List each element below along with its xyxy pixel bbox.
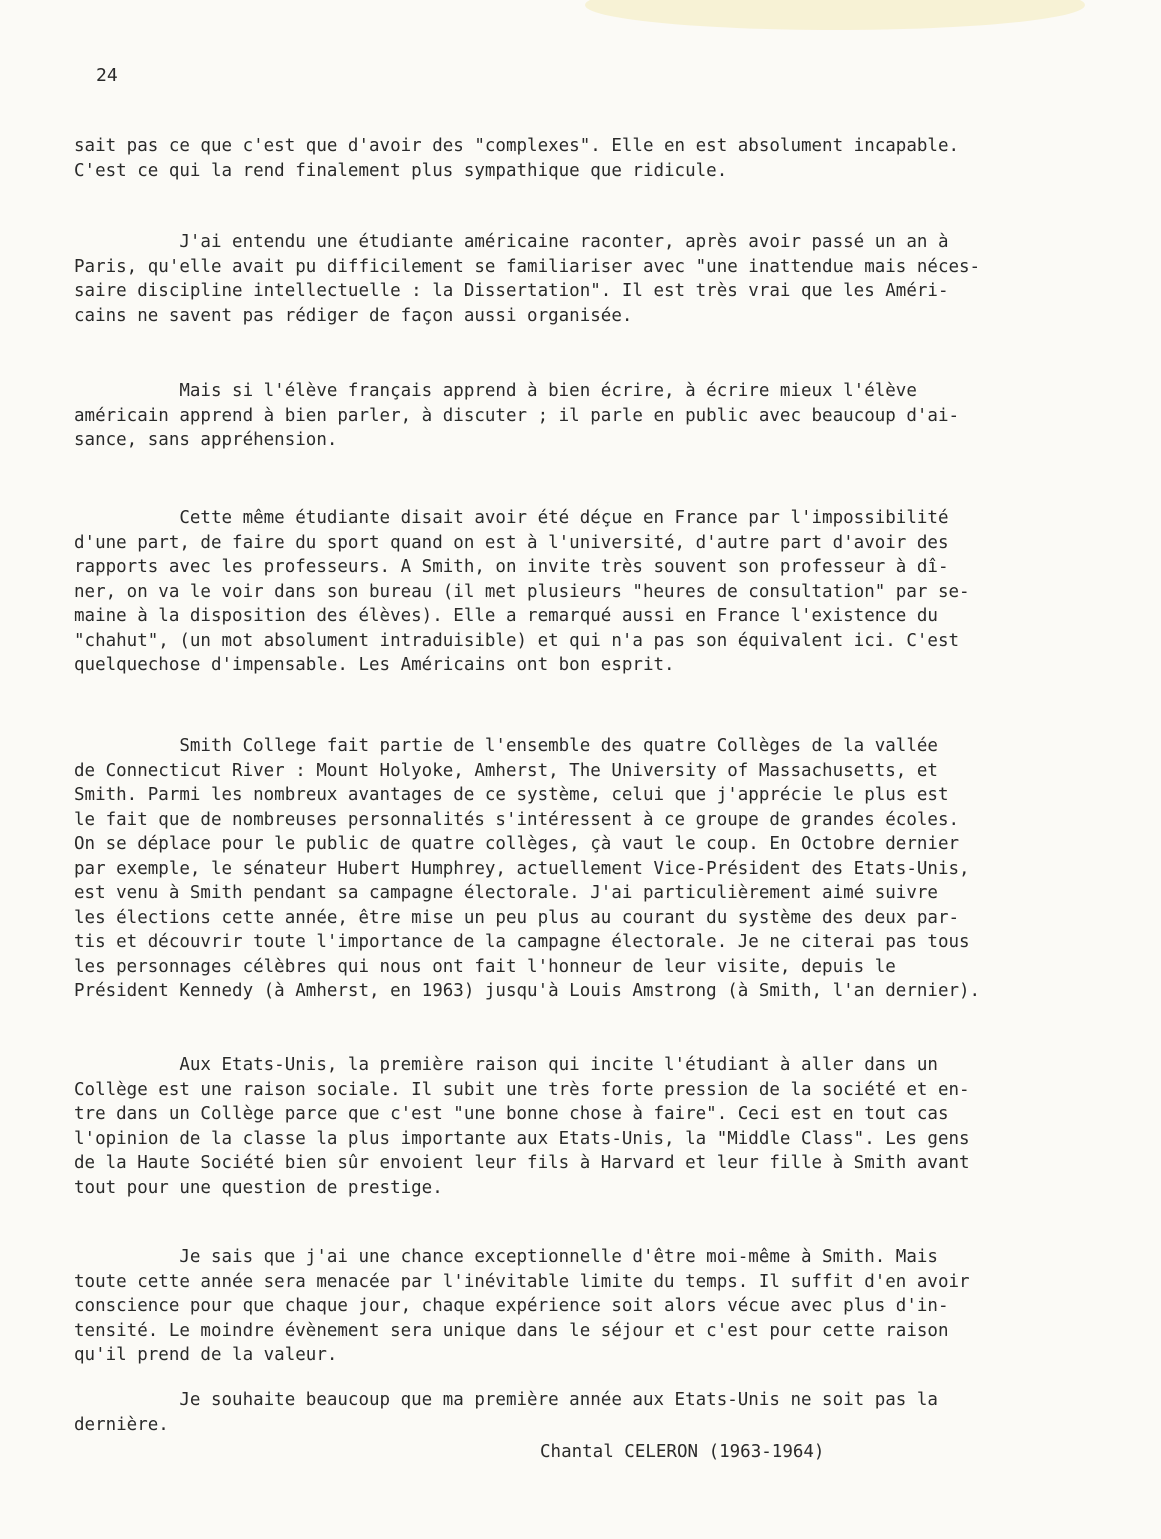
text-line: sait pas ce que c'est que d'avoir des "complexes". Elle en est absolument incapable.	[74, 136, 960, 156]
text-line: On se déplace pour le public de quatre collèges, çà vaut le coup. En Octobre dernier	[74, 834, 960, 854]
text-line: d'une part, de faire du sport quand on est à l'université, d'autre part d'avoir des	[74, 532, 949, 553]
paragraph-4	[74, 506, 1086, 678]
text-line: par exemple, le sénateur Hubert Humphrey, actuellement Vice-Président des Etats-Unis,	[74, 858, 970, 879]
text-line: Smith. Parmi les nombreux avantages de ce système, celui que j'apprécie le plus est	[74, 785, 949, 805]
author-signature: Chantal CELERON (1963-1964)	[540, 1442, 825, 1462]
text-line: Mais si l'élève français apprend à bien écrire, à écrire mieux l'élève	[74, 381, 917, 401]
paragraph-6	[74, 1053, 1086, 1200]
text-line: cains ne savent pas rédiger de façon aussi organisée.	[74, 305, 633, 326]
text-line: ner, on va le voir dans son bureau (il met plusieurs "heures de consultation" par se-	[74, 581, 970, 602]
text-line: les personnages célèbres qui nous ont fait l'honneur de leur visite, depuis le	[74, 956, 896, 977]
paragraph-1	[74, 134, 1086, 183]
text-line: conscience pour que chaque jour, chaque expérience soit alors vécue avec plus d'in-	[74, 1296, 949, 1316]
text-line: quelquechose d'impensable. Les Américains ont bon esprit.	[74, 655, 675, 675]
text-line: Président Kennedy (à Amherst, en 1963) jusqu'à Louis Amstrong (à Smith, l'an dernier).	[74, 981, 981, 1001]
text-line: de Connecticut River : Mount Holyoke, Amherst, The University of Massachusetts, et	[74, 760, 938, 781]
text-line: qu'il prend de la valeur.	[74, 1345, 338, 1365]
text-line: est venu à Smith pendant sa campagne électorale. J'ai particulièrement aimé suivre	[74, 883, 938, 903]
paragraph-8	[74, 1388, 1086, 1437]
text-line: sance, sans appréhension.	[74, 430, 338, 450]
text-line: Paris, qu'elle avait pu difficilement se familiariser avec "une inattendue mais néces-	[74, 256, 981, 277]
paragraph-3	[74, 379, 1086, 453]
text-line: Cette même étudiante disait avoir été déçue en France par l'impossibilité	[74, 508, 949, 528]
text-line: J'ai entendu une étudiante américaine raconter, après avoir passé un an à	[74, 232, 949, 252]
paragraph-7	[74, 1245, 1086, 1368]
text-line: toute cette année sera menacée par l'inévitable limite du temps. Il suffit d'en avoir	[74, 1271, 970, 1292]
text-line: américain apprend à bien parler, à discuter ; il parle en public avec beaucoup d'ai-	[74, 405, 960, 426]
paper-stain	[585, 0, 1085, 30]
text-line: "chahut", (un mot absolument intraduisible) et qui n'a pas son équivalent ici. C'est	[74, 630, 960, 651]
text-line: saire discipline intellectuelle : la Dissertation". Il est très vrai que les Améri-	[74, 281, 949, 301]
paragraph-5	[74, 734, 1086, 1004]
paragraph-2	[74, 230, 1086, 328]
text-line: maine à la disposition des élèves). Elle a remarqué aussi en France l'existence du	[74, 606, 938, 626]
text-line: rapports avec les professeurs. A Smith, on invite très souvent son professeur à dî-	[74, 557, 949, 577]
text-line: tensité. Le moindre évènement sera unique dans le séjour et c'est pour cette raison	[74, 1320, 949, 1341]
text-line: Collège est une raison sociale. Il subit une très forte pression de la société et en-	[74, 1079, 970, 1100]
text-line: tout pour une question de prestige.	[74, 1177, 443, 1198]
text-line: le fait que de nombreuses personnalités s'intéressent à ce groupe de grandes écoles.	[74, 809, 960, 830]
text-line: Smith College fait partie de l'ensemble des quatre Collèges de la vallée	[74, 736, 938, 756]
page-number: 24	[96, 65, 118, 86]
text-line: l'opinion de la classe la plus importante aux Etats-Unis, la "Middle Class". Les gens	[74, 1128, 970, 1149]
text-line: de la Haute Société bien sûr envoient leur fils à Harvard et leur fille à Smith avant	[74, 1153, 970, 1173]
text-line: C'est ce qui la rend finalement plus sympathique que ridicule.	[74, 160, 728, 181]
text-line: les élections cette année, être mise un peu plus au courant du système des deux par-	[74, 907, 960, 928]
text-line: Je souhaite beaucoup que ma première année aux Etats-Unis ne soit pas la	[74, 1390, 938, 1410]
text-line: tre dans un Collège parce que c'est "une bonne chose à faire". Ceci est en tout cas	[74, 1104, 949, 1124]
text-line: Aux Etats-Unis, la première raison qui incite l'étudiant à aller dans un	[74, 1055, 938, 1075]
text-line: tis et découvrir toute l'importance de la campagne électorale. Je ne citerai pas tous	[74, 932, 970, 952]
text-line: dernière.	[74, 1414, 169, 1435]
text-line: Je sais que j'ai une chance exceptionnelle d'être moi-même à Smith. Mais	[74, 1247, 938, 1267]
